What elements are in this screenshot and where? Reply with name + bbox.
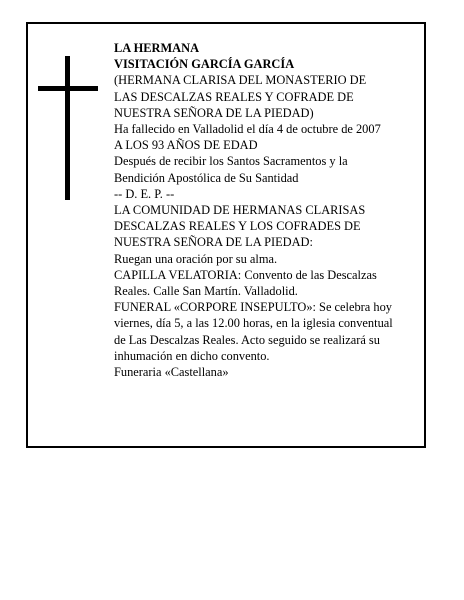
- notice-line: (HERMANA CLARISA DEL MONASTERIO DE: [114, 73, 367, 88]
- notice-line: LA COMUNIDAD DE HERMANAS CLARISAS: [114, 203, 366, 218]
- notice-line: Bendición Apostólica de Su Santidad: [114, 170, 299, 185]
- notice-line: NUESTRA SEÑORA DE LA PIEDAD): [114, 105, 314, 120]
- notice-line-death-date: Ha fallecido en Valladolid el día 4 de octubre de 2007: [114, 122, 381, 137]
- notice-line-chapel: CAPILLA VELATORIA: Convento de las Descalzas: [114, 267, 377, 282]
- notice-line: NUESTRA SEÑORA DE LA PIEDAD:: [114, 235, 313, 250]
- cross-vertical-bar: [65, 56, 70, 200]
- notice-line-funeral: FUNERAL «CORPORE INSEPULTO»: Se celebra hoy: [114, 300, 392, 315]
- cross-horizontal-bar: [38, 86, 98, 91]
- latin-cross-icon: [38, 56, 100, 200]
- notice-line-age: A LOS 93 AÑOS DE EDAD: [114, 138, 258, 153]
- notice-line-chapel-address: Reales. Calle San Martín. Valladolid.: [114, 284, 298, 299]
- notice-line-deceased-name: VISITACIÓN GARCÍA GARCÍA: [114, 57, 295, 72]
- notice-line: de Las Descalzas Reales. Acto seguido se realizará su: [114, 332, 380, 347]
- notice-line: LAS DESCALZAS REALES Y COFRADE DE: [114, 89, 354, 104]
- notice-line: Después de recibir los Santos Sacramentos y la: [114, 154, 348, 169]
- notice-line: viernes, día 5, a las 12.00 horas, en la iglesia conventual: [114, 316, 393, 331]
- notice-line-prayer: Ruegan una oración por su alma.: [114, 251, 278, 266]
- notice-line-title: LA HERMANA: [114, 41, 200, 55]
- notice-text: [114, 40, 422, 380]
- notice-line: inhumación en dicho convento.: [114, 348, 270, 363]
- notice-line-funeral-home: Funeraria «Castellana»: [114, 365, 229, 380]
- obituary-notice: [26, 22, 426, 448]
- notice-line-rip: -- D. E. P. --: [114, 186, 175, 201]
- notice-line: DESCALZAS REALES Y LOS COFRADES DE: [114, 219, 361, 234]
